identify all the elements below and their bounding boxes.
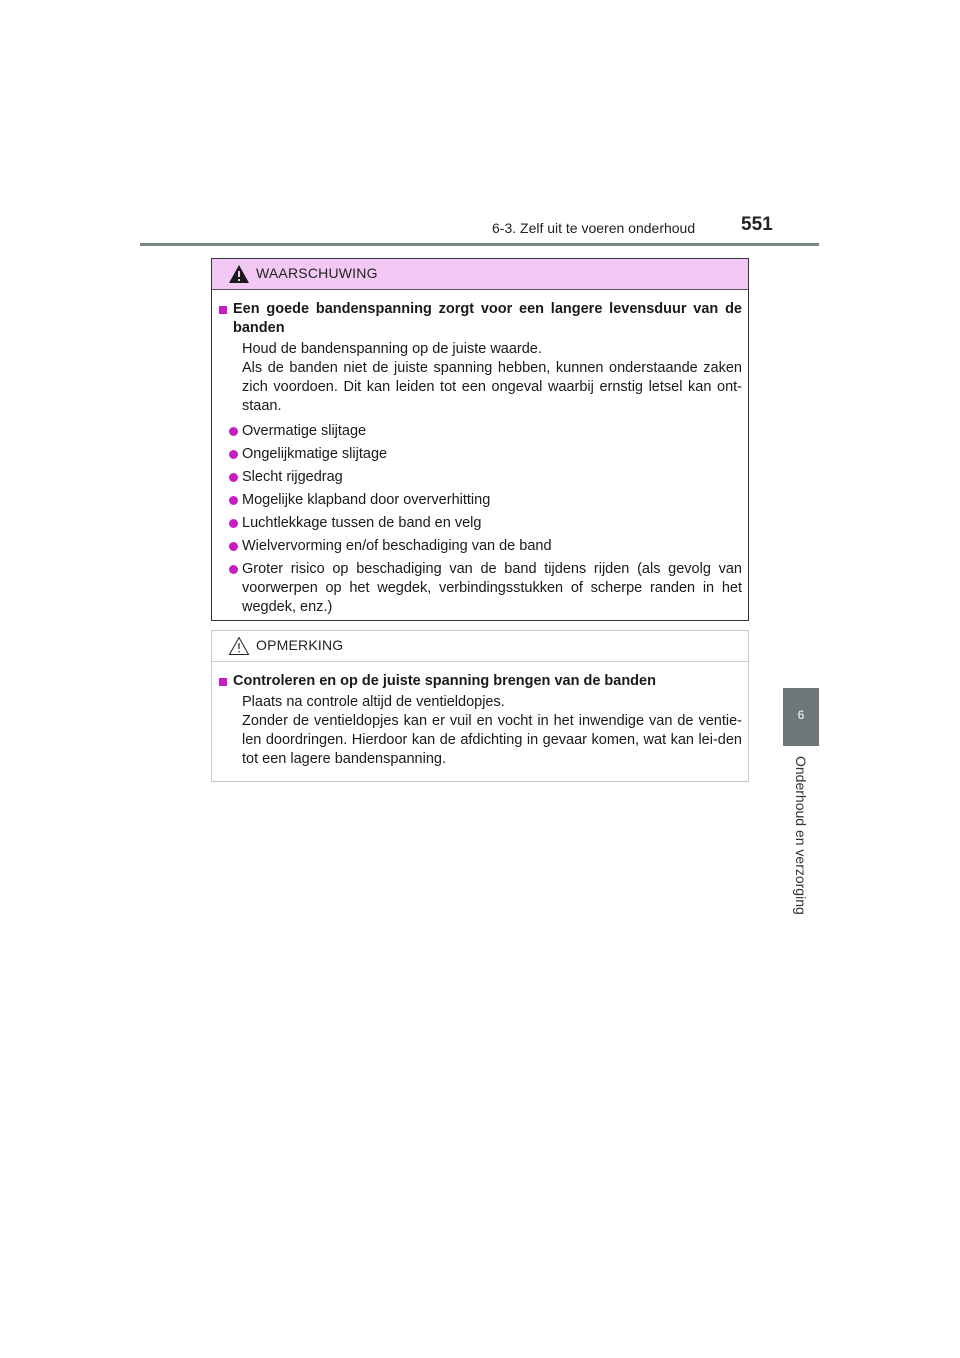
warning-header [212,259,748,290]
list-item [229,422,742,441]
section-title: 6-3. Zelf uit te voeren onderhoud [492,220,696,236]
list-item-text: Groter risico op beschadiging van de band tijdens rijden (als gevolg van voorwerpen op het wegdek, verbindingsstukken of scherpe randen in het wegdek, enz.) [242,561,742,615]
chapter-tab[interactable] [783,688,819,746]
list-item-text: Wielvervorming en/of beschadiging van de band [242,538,552,554]
warning-paragraph: Houd de bandenspanning op de juiste waarde. [242,341,542,357]
list-item-text: Luchtlekkage tussen de band en velg [242,515,482,531]
notice-body [212,662,748,769]
dot-bullet-icon [229,427,238,436]
notice-header [212,631,748,662]
list-item [229,445,742,464]
list-item-text: Slecht rijgedrag [242,469,343,485]
dot-bullet-icon [229,473,238,482]
dot-bullet-icon [229,565,238,574]
notice-paragraph: Zonder de ventieldopjes kan er vuil en vocht in het inwendige van de ventie-len doordringen. Hierdoor kan de afdichting in gevaar komen, wat kan lei-den tot een lagere bandenspanning. [242,713,742,767]
dot-bullet-icon [229,496,238,505]
list-item [229,468,742,487]
warning-bullet-list [218,422,742,617]
header-divider [140,243,819,246]
caution-outline-icon [228,636,250,656]
warning-heading: Een goede bandenspanning zorgt voor een langere levensduur van de banden [233,301,742,336]
list-item-text: Overmatige slijtage [242,423,367,439]
dot-bullet-icon [229,542,238,551]
warning-title: WAARSCHUWING [256,265,378,281]
warning-heading-row [218,300,742,338]
notice-paragraph: Plaats na controle altijd de ventieldopjes. [242,694,505,710]
notice-title: OPMERKING [256,637,344,653]
page-number: 551 [741,214,773,235]
notice-heading: Controleren en op de juiste spanning brengen van de banden [233,673,656,689]
chapter-number: 6 [797,708,805,722]
dot-bullet-icon [229,519,238,528]
square-bullet-icon [219,306,227,314]
chapter-title: Onderhoud en verzorging [793,756,809,915]
notice-heading-row [218,672,742,691]
warning-triangle-icon [228,264,250,284]
warning-box [211,258,749,621]
list-item [229,514,742,533]
notice-box [211,630,749,782]
list-item-text: Ongelijkmatige slijtage [242,446,388,462]
dot-bullet-icon [229,450,238,459]
list-item [229,537,742,556]
list-item [229,491,742,510]
chapter-title-wrap [783,756,819,936]
list-item [229,560,742,617]
warning-body [212,290,748,617]
list-item-text: Mogelijke klapband door oververhitting [242,492,491,508]
square-bullet-icon [219,678,227,686]
warning-paragraph: Als de banden niet de juiste spanning hebben, kunnen onderstaande zaken zich voordoen. Dit kan leiden tot een ongeval waarbij ernstig letsel kan ont-staan. [242,360,742,414]
